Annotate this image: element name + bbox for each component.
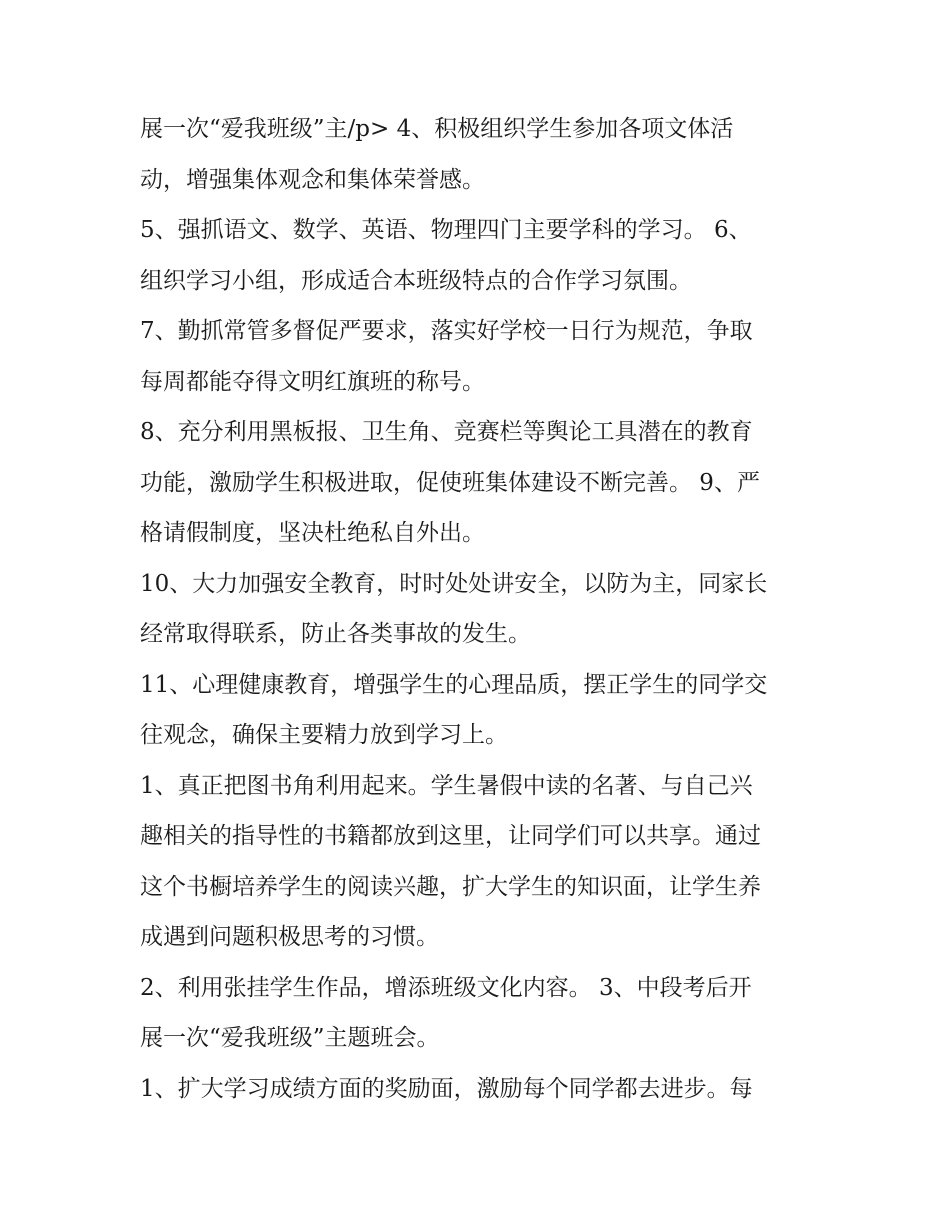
text-line: 每周都能夺得文明红旗班的称号。	[140, 368, 485, 395]
text-line: 格请假制度，坚决杜绝私自外出。	[140, 520, 485, 546]
document-body	[140, 104, 820, 1114]
paragraph-book-corner	[140, 761, 820, 963]
text-line: 11、心理健康教育，增强学生的心理品质，摆正学生的同学交	[140, 671, 768, 698]
text-line: 组织学习小组，形成适合本班级特点的合作学习氛围。	[140, 267, 692, 294]
paragraph-item-10	[140, 559, 820, 660]
text-line: 1、真正把图书角利用起来。学生暑假中读的名著、与自己兴	[140, 772, 753, 799]
text-line: 这个书橱培养学生的阅读兴趣，扩大学生的知识面，让学生养	[140, 873, 761, 900]
paragraph-activity-4	[140, 104, 820, 205]
text-line: 经常取得联系，防止各类事故的发生。	[140, 621, 531, 647]
text-line: 7、勤抓常管多督促严要求，落实好学校一日行为规范，争取	[140, 318, 753, 344]
paragraph-class-culture	[140, 963, 820, 1064]
text-line: 功能，激励学生积极进取，促使班集体建设不断完善。 9、严	[140, 469, 760, 496]
text-line: 展一次“爱我班级”主题班会。	[140, 1025, 440, 1051]
paragraph-rewards	[140, 1064, 820, 1115]
text-line: 展一次“爱我班级”主/p> 4、积极组织学生参加各项文体活	[140, 116, 734, 142]
text-line: 10、大力加强安全教育，时时处处讲安全，以防为主，同家长	[140, 570, 768, 597]
text-line: 成遇到问题积极思考的习惯。	[140, 924, 439, 950]
text-line: 2、利用张挂学生作品，增添班级文化内容。 3、中段考后开	[140, 974, 752, 1001]
text-line: 往观念，确保主要精力放到学习上。	[140, 722, 508, 748]
text-line: 趣相关的指导性的书籍都放到这里，让同学们可以共享。通过	[140, 823, 761, 849]
paragraph-item-5-6	[140, 205, 820, 306]
text-line: 动，增强集体观念和集体荣誉感。	[140, 166, 485, 193]
text-line: 8、充分利用黑板报、卫生角、竞赛栏等舆论工具潜在的教育	[140, 419, 753, 445]
text-line: 5、强抓语文、数学、英语、物理四门主要学科的学习。 6、	[140, 217, 752, 243]
paragraph-item-8-9	[140, 407, 820, 559]
text-line: 1、扩大学习成绩方面的奖励面，激励每个同学都去进步。每	[140, 1075, 753, 1102]
paragraph-item-11	[140, 660, 820, 761]
paragraph-item-7	[140, 306, 820, 407]
